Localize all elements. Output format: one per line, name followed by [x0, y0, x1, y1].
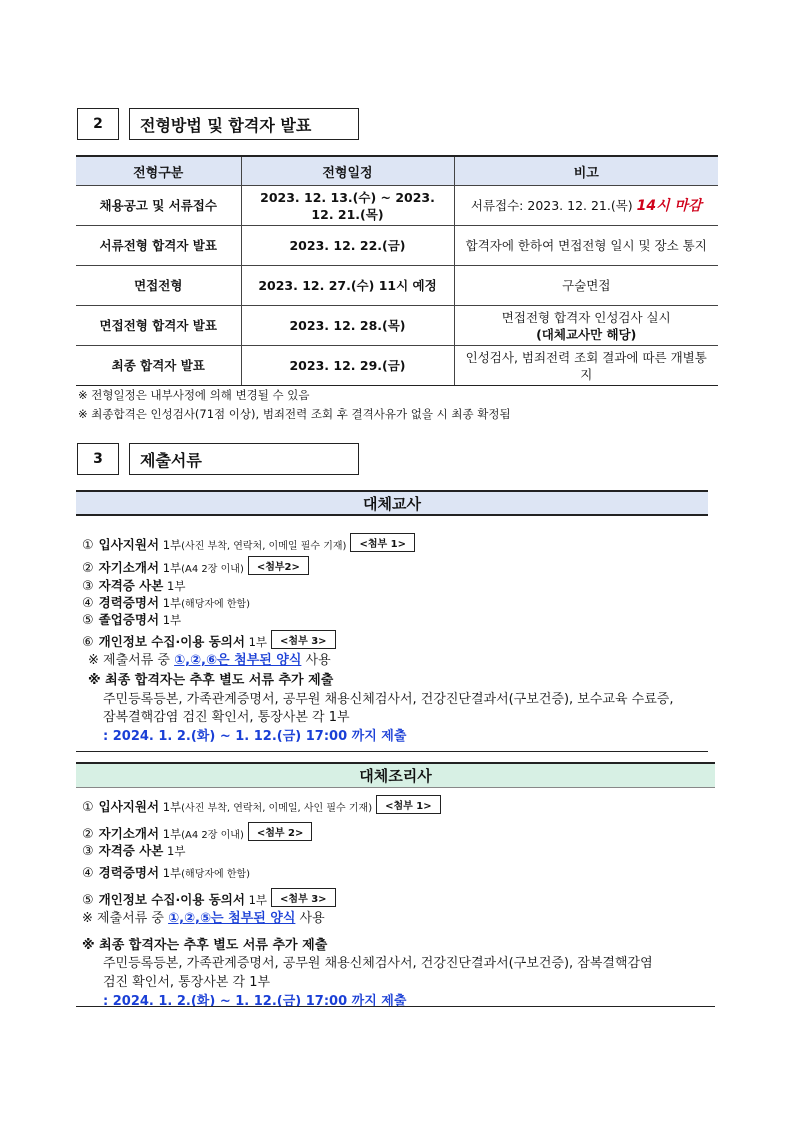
teacher-banner: 대체교사: [76, 490, 708, 516]
row-type: 서류전형 합격자 발표: [76, 226, 241, 266]
row-type: 면접전형 합격자 발표: [76, 306, 241, 346]
item-number: ③: [82, 579, 94, 594]
submission-deadline: : 2024. 1. 2.(화) ~ 1. 12.(금) 17:00 까지 제출: [103, 729, 407, 744]
item-number: ①: [82, 538, 94, 553]
row-type: 면접전형: [76, 266, 241, 306]
submission-deadline: : 2024. 1. 2.(화) ~ 1. 12.(금) 17:00 까지 제출: [103, 994, 407, 1009]
attachment-badge: <첨부 3>: [271, 888, 336, 907]
note-highlight: ①,②,⑥은 첨부된 양식: [174, 653, 302, 668]
attachment-badge: <첨부2>: [248, 556, 309, 575]
item-number: ①: [82, 800, 94, 815]
row-note: 합격자에 한하여 면접전형 일시 및 장소 통지: [454, 226, 718, 266]
item-number: ②: [82, 561, 94, 576]
row-schedule: 2023. 12. 27.(수) 11시 예정: [241, 266, 454, 306]
deadline-highlight: 14시 마감: [636, 197, 702, 214]
final-docs-title: ※ 최종 합격자는 추후 별도 서류 추가 제출: [82, 938, 328, 953]
final-docs-line: 검진 확인서, 통장사본 각 1부: [103, 975, 271, 990]
item-qty: 1부: [248, 893, 268, 907]
list-item: [82, 533, 415, 553]
note-prefix: ※ 제출서류 중: [82, 911, 169, 926]
item-number: ⑥: [82, 635, 94, 650]
item-detail: (해당자에 한함): [181, 869, 251, 880]
row-schedule: 2023. 12. 13.(수) ~ 2023. 12. 21.(목): [241, 186, 454, 226]
item-qty: 1부: [167, 579, 186, 593]
item-qty: 1부: [162, 827, 182, 841]
table-header-row: [76, 156, 718, 186]
item-qty: 1부: [248, 635, 268, 649]
list-item: [82, 630, 336, 650]
item-name: 자기소개서: [98, 826, 160, 841]
row-type: 채용공고 및 서류접수: [76, 186, 241, 226]
section-3-title: 제출서류: [129, 443, 359, 475]
list-item: [82, 593, 250, 611]
attachment-badge: <첨부 1>: [376, 795, 441, 814]
list-item: [82, 576, 185, 594]
row-note: 구술면접: [454, 266, 718, 306]
row-note: 인성검사, 범죄전력 조회 결과에 따른 개별통지: [454, 346, 718, 386]
item-detail: (A4 2장 이내): [181, 830, 244, 841]
section-3-number: 3: [77, 443, 119, 475]
item-number: ③: [82, 844, 94, 859]
final-docs-title: ※ 최종 합격자는 추후 별도 서류 추가 제출: [88, 673, 334, 688]
item-qty: 1부: [167, 844, 186, 858]
table-row: [76, 186, 718, 226]
final-docs-line: 주민등록등본, 가족관계증명서, 공무원 채용신체검사서, 건강진단결과서(구보건증), 보수교육 수료증,: [103, 692, 674, 707]
table-row: [76, 346, 718, 386]
item-number: ⑤: [82, 893, 94, 908]
row-note: [454, 306, 718, 346]
item-name: 개인정보 수집·이용 동의서: [98, 892, 245, 907]
list-item: [82, 841, 185, 859]
column-header: 전형구분: [76, 156, 241, 186]
item-name: 졸업증명서: [98, 612, 160, 627]
row-schedule: 2023. 12. 28.(목): [241, 306, 454, 346]
item-name: 개인정보 수집·이용 동의서: [98, 634, 245, 649]
column-header: 전형일정: [241, 156, 454, 186]
note-text: 서류접수: 2023. 12. 21.(목): [470, 197, 633, 213]
item-name: 자격증 사본: [98, 578, 164, 593]
list-item: [82, 888, 336, 908]
item-name: 입사지원서: [98, 799, 160, 814]
note-prefix: ※ 제출서류 중: [88, 653, 175, 668]
form-usage-note: [82, 907, 325, 926]
item-qty: 1부: [162, 596, 182, 610]
section-2-number: 2: [77, 108, 119, 140]
note-suffix: 사용: [301, 653, 331, 668]
note-text: 면접전형 합격자 인성검사 실시: [501, 309, 671, 325]
item-name: 자격증 사본: [98, 843, 164, 858]
item-detail: (사진 부착, 연락처, 이메일, 사인 필수 기재): [181, 803, 373, 814]
cook-banner: 대체조리사: [76, 762, 715, 788]
attachment-badge: <첨부 3>: [271, 630, 336, 649]
final-docs-line: 잠복결핵감염 검진 확인서, 통장사본 각 1부: [103, 710, 350, 725]
item-qty: 1부: [162, 800, 182, 814]
row-schedule: 2023. 12. 29.(금): [241, 346, 454, 386]
form-usage-note: [88, 649, 331, 668]
item-qty: 1부: [162, 538, 182, 552]
item-detail: (사진 부착, 연락처, 이메일 필수 기재): [181, 541, 347, 552]
list-item: [82, 795, 441, 815]
row-schedule: 2023. 12. 22.(금): [241, 226, 454, 266]
item-qty: 1부: [162, 613, 182, 627]
item-number: ②: [82, 827, 94, 842]
item-qty: 1부: [162, 866, 182, 880]
divider: [76, 751, 708, 752]
row-type: 최종 합격자 발표: [76, 346, 241, 386]
note-suffix: 사용: [295, 911, 325, 926]
item-number: ⑤: [82, 613, 94, 628]
note-bold: (대체교사만 해당): [536, 326, 637, 342]
item-detail: (해당자에 한함): [181, 599, 251, 610]
table-row: [76, 226, 718, 266]
item-number: ④: [82, 596, 94, 611]
item-qty: 1부: [162, 561, 182, 575]
list-item: [82, 863, 250, 881]
item-name: 경력증명서: [98, 595, 160, 610]
item-name: 자기소개서: [98, 560, 160, 575]
note-highlight: ①,②,⑤는 첨부된 양식: [168, 911, 296, 926]
table-row: [76, 306, 718, 346]
table-row: [76, 266, 718, 306]
schedule-table: [76, 155, 718, 386]
schedule-note: ※ 전형일정은 내부사정에 의해 변경될 수 있음: [78, 388, 310, 402]
schedule-note: ※ 최종합격은 인성검사(71점 이상), 범죄전력 조회 후 결격사유가 없을 시 최종 확정됨: [78, 407, 511, 421]
final-docs-line: 주민등록등본, 가족관계증명서, 공무원 채용신체검사서, 건강진단결과서(구보건증), 잠복결핵감염: [103, 956, 653, 971]
column-header: 비고: [454, 156, 718, 186]
row-note: [454, 186, 718, 226]
item-name: 경력증명서: [98, 865, 160, 880]
item-detail: (A4 2장 이내): [181, 564, 244, 575]
section-2-title: 전형방법 및 합격자 발표: [129, 108, 359, 140]
list-item: [82, 610, 181, 628]
item-name: 입사지원서: [98, 537, 160, 552]
attachment-badge: <첨부 2>: [248, 822, 313, 841]
attachment-badge: <첨부 1>: [350, 533, 415, 552]
list-item: [82, 556, 309, 576]
item-number: ④: [82, 866, 94, 881]
divider: [76, 1006, 715, 1007]
list-item: [82, 822, 312, 842]
